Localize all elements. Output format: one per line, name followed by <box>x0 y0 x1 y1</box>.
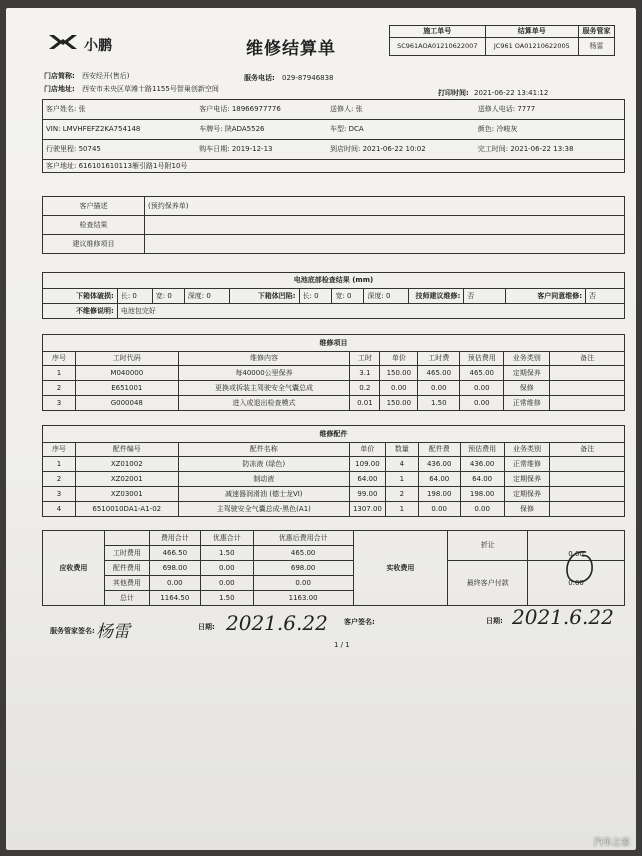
parts-title: 维修配件 <box>43 426 625 443</box>
service-phone-label: 服务电话: <box>244 74 275 82</box>
cell: 正常维修 <box>504 396 550 411</box>
fee-row-label: 工时费用 <box>104 546 149 561</box>
cell: 64.00 <box>418 472 460 487</box>
customer-address: 616101610113雁引路1号附10号 <box>78 161 188 170</box>
cell <box>550 396 625 411</box>
sender-phone: 7777 <box>517 105 536 113</box>
date-label: 日期: <box>486 617 503 625</box>
page-number: 1 / 1 <box>334 641 350 649</box>
field-label: VIN: <box>46 125 61 133</box>
cell: XZ01002 <box>75 457 178 472</box>
cell: 0.00 <box>149 576 200 591</box>
battery-field: 长: 0 <box>117 289 152 304</box>
col-header: 配件费 <box>418 443 460 457</box>
field-label: 行驶里程: <box>46 145 77 153</box>
cell: 1164.50 <box>149 591 200 606</box>
labor-table <box>42 334 625 411</box>
cell: E651001 <box>75 381 178 396</box>
cell <box>550 457 625 472</box>
col-header: 预估费用 <box>460 352 504 366</box>
cell: 150.00 <box>380 396 418 411</box>
cell: 1163.00 <box>253 591 353 606</box>
cell <box>550 502 625 517</box>
arrival-time: 2021-06-22 10:02 <box>362 145 426 153</box>
print-time: 2021-06-22 13:41:12 <box>474 89 549 97</box>
fee-row-label: 其他费用 <box>104 576 149 591</box>
cell: M040000 <box>75 366 178 381</box>
cell: 465.00 <box>253 546 353 561</box>
cell: 主驾驶安全气囊总成-黑色(A1) <box>178 502 349 517</box>
cell: 0.00 <box>418 502 460 517</box>
cell: 1 <box>43 457 76 472</box>
field-label: 送修人: <box>329 105 354 113</box>
field-label: 客户电话: <box>199 105 230 113</box>
field-label: 客户姓名: <box>46 105 77 113</box>
field-label: 到店时间: <box>329 145 361 153</box>
col-header: 预估费用 <box>460 443 504 457</box>
manager-sign-label: 服务管家签名: <box>50 627 95 635</box>
discount-label: 折让 <box>448 531 528 561</box>
plate-number: 陕ADA5526 <box>224 125 265 133</box>
description-table <box>42 196 625 254</box>
cell: 2 <box>43 472 76 487</box>
settlement-order-no: JC961 OA01210622005 <box>485 38 578 56</box>
cell: 698.00 <box>149 561 200 576</box>
manager-signature: 杨雷 <box>96 622 130 642</box>
col-header: 优惠合计 <box>200 531 253 546</box>
cell: 制动液 <box>178 472 349 487</box>
cell: 698.00 <box>253 561 353 576</box>
cell: 0.00 <box>418 381 460 396</box>
cell: 436.00 <box>418 457 460 472</box>
cell: 防冻液 (绿色) <box>178 457 349 472</box>
cell <box>550 366 625 381</box>
cell: G000048 <box>75 396 178 411</box>
cell: 99.00 <box>349 487 385 502</box>
vin: LMVHFEFZ2KA754148 <box>62 125 141 133</box>
field-label: 完工时间: <box>477 145 509 153</box>
battery-field: 技师建议维修: <box>409 289 464 304</box>
desc-label: 检查结果 <box>43 216 145 235</box>
handwritten-date: 2021.6.22 <box>512 605 614 629</box>
cell: 150.00 <box>380 366 418 381</box>
battery-field: 深度: 0 <box>184 289 229 304</box>
completion-time: 2021-06-22 13:38 <box>510 145 574 153</box>
cell: 198.00 <box>418 487 460 502</box>
table-row <box>43 502 625 517</box>
watermark: 汽车之家 <box>593 838 630 848</box>
cell: 0.2 <box>350 381 380 396</box>
field-label: 车牌号: <box>199 125 223 133</box>
vehicle-color: 冷峻灰 <box>496 125 518 133</box>
field-label: 购车日期: <box>199 145 230 153</box>
sender-name: 张 <box>355 105 363 113</box>
logo-text: 小鹏 <box>84 38 112 54</box>
service-manager-name: 杨雷 <box>579 38 615 56</box>
cell: 1 <box>43 366 76 381</box>
final-payment-amount: 0.00 <box>568 578 584 587</box>
customer-name: 张 <box>78 105 86 113</box>
field-label: 车型: <box>329 125 347 133</box>
col-header: 工时费 <box>418 352 460 366</box>
cell: 0.00 <box>460 396 504 411</box>
header-box-label: 施工单号 <box>390 26 486 38</box>
cell: 每40000公里保养 <box>178 366 350 381</box>
customer-phone: 18966977776 <box>231 105 281 113</box>
col-header: 业务类别 <box>504 443 550 457</box>
table-row <box>43 381 625 396</box>
battery-title: 电池底部检查结果 (mm) <box>43 273 625 289</box>
table-row <box>43 366 625 381</box>
cell: 2 <box>385 487 418 502</box>
customer-description: (预约保养单) <box>145 197 625 216</box>
vehicle-model: DCA <box>348 125 364 133</box>
col-header: 序号 <box>43 352 76 366</box>
cell: 4 <box>43 502 76 517</box>
print-time-label: 打印时间: <box>438 89 469 97</box>
empty-cell <box>104 531 149 546</box>
battery-field: 宽: 0 <box>332 289 364 304</box>
table-row <box>43 457 625 472</box>
desc-label: 客户描述 <box>43 197 145 216</box>
cell: 1.50 <box>418 396 460 411</box>
col-header: 备注 <box>550 443 625 457</box>
cell: 定期保养 <box>504 366 550 381</box>
parts-table <box>42 425 625 517</box>
fee-row-label: 总计 <box>104 591 149 606</box>
construction-order-no: SC961AOA01210622007 <box>390 38 486 56</box>
cell: 1 <box>385 502 418 517</box>
cell: 3 <box>43 396 76 411</box>
cell: 进入或退出检查模式 <box>178 396 350 411</box>
cell: 定期保养 <box>504 472 550 487</box>
cell: 198.00 <box>460 487 504 502</box>
cell: 1.50 <box>200 546 253 561</box>
suggested-repair <box>145 235 625 254</box>
cell: 0.00 <box>200 561 253 576</box>
no-repair-note: 电池包完好 <box>117 304 624 319</box>
no-repair-label: 不维修说明: <box>43 304 118 319</box>
cell: 465.00 <box>418 366 460 381</box>
table-row <box>43 487 625 502</box>
cell: 0.00 <box>253 576 353 591</box>
store-address-label: 门店地址: <box>44 85 75 93</box>
battery-field: 客户同意维修: <box>506 289 586 304</box>
purchase-date: 2019-12-13 <box>231 145 273 153</box>
xpeng-logo-icon <box>48 34 78 50</box>
cell: 定期保养 <box>504 487 550 502</box>
table-row <box>43 396 625 411</box>
date-label: 日期: <box>198 623 215 631</box>
col-header: 工时 <box>350 352 380 366</box>
battery-field: 深度: 0 <box>364 289 409 304</box>
col-header: 业务类别 <box>504 352 550 366</box>
fee-row-label: 配件费用 <box>104 561 149 576</box>
col-header: 单价 <box>380 352 418 366</box>
store-address: 西安市未央区草滩十路1155号智巢创新空间 <box>82 85 219 93</box>
battery-field: 长: 0 <box>299 289 332 304</box>
customer-info-table <box>42 99 625 173</box>
field-label: 客户地址: <box>46 161 77 170</box>
cell: 4 <box>385 457 418 472</box>
battery-field: 宽: 0 <box>152 289 184 304</box>
col-header: 配件名称 <box>178 443 349 457</box>
mileage: 50745 <box>78 145 101 153</box>
cell: 109.00 <box>349 457 385 472</box>
cell: 6510010DA1-A1-02 <box>75 502 178 517</box>
col-header: 费用合计 <box>149 531 200 546</box>
cell <box>550 472 625 487</box>
page-title: 维修结算单 <box>246 39 336 59</box>
fees-table <box>42 530 625 606</box>
col-header: 工时代码 <box>75 352 178 366</box>
discount-value: 0.00 <box>528 531 625 561</box>
cell: 1 <box>385 472 418 487</box>
store-name: 西安经开(售后) <box>82 72 130 80</box>
col-header: 优惠后费用合计 <box>253 531 353 546</box>
col-header: 数量 <box>385 443 418 457</box>
table-row <box>43 472 625 487</box>
handwritten-zero-mark <box>560 548 600 586</box>
cell: 更换或拆装主驾驶安全气囊总成 <box>178 381 350 396</box>
labor-title: 维修项目 <box>43 335 625 352</box>
order-number-box <box>389 25 615 56</box>
received-label: 实收费用 <box>353 531 448 606</box>
col-header: 维修内容 <box>178 352 350 366</box>
cell: XZ02001 <box>75 472 178 487</box>
cell: 0.00 <box>200 576 253 591</box>
cell: 保修 <box>504 381 550 396</box>
cell: 3 <box>43 487 76 502</box>
battery-field: 下箱体凹陷: <box>229 289 299 304</box>
field-label: 颜色: <box>477 125 495 133</box>
handwritten-date: 2021.6.22 <box>226 611 328 635</box>
cell: 保修 <box>504 502 550 517</box>
header-box-label: 服务管家 <box>579 26 615 38</box>
desc-label: 建议维修项目 <box>43 235 145 254</box>
cell <box>550 487 625 502</box>
cell: 正常维修 <box>504 457 550 472</box>
battery-field: 下箱体破损: <box>43 289 118 304</box>
cell: 1307.00 <box>349 502 385 517</box>
cell: 0.00 <box>460 502 504 517</box>
col-header: 配件编号 <box>75 443 178 457</box>
store-name-label: 门店简称: <box>44 72 75 80</box>
field-label: 送修人电话: <box>477 105 516 113</box>
cell: 466.50 <box>149 546 200 561</box>
cell: XZ03001 <box>75 487 178 502</box>
service-phone: 029-87946838 <box>282 74 334 82</box>
cell: 0.01 <box>350 396 380 411</box>
col-header: 序号 <box>43 443 76 457</box>
cell <box>550 381 625 396</box>
col-header: 单价 <box>349 443 385 457</box>
cell: 1.50 <box>200 591 253 606</box>
cell: 64.00 <box>460 472 504 487</box>
cell: 64.00 <box>349 472 385 487</box>
battery-check-table <box>42 272 625 319</box>
final-payment-label: 最终客户付款 <box>448 561 528 606</box>
cell: 465.00 <box>460 366 504 381</box>
battery-field: 否 <box>586 289 625 304</box>
cell: 436.00 <box>460 457 504 472</box>
cell: 2 <box>43 381 76 396</box>
receivable-label: 应收费用 <box>43 531 105 606</box>
battery-field: 否 <box>464 289 506 304</box>
header-box-label: 结算单号 <box>485 26 578 38</box>
cell: 0.00 <box>380 381 418 396</box>
col-header: 备注 <box>550 352 625 366</box>
inspection-result <box>145 216 625 235</box>
cell: 0.00 <box>460 381 504 396</box>
cell: 减速器润滑油 (德士龙VI) <box>178 487 349 502</box>
customer-sign-label: 客户签名: <box>344 618 375 626</box>
cell: 3.1 <box>350 366 380 381</box>
